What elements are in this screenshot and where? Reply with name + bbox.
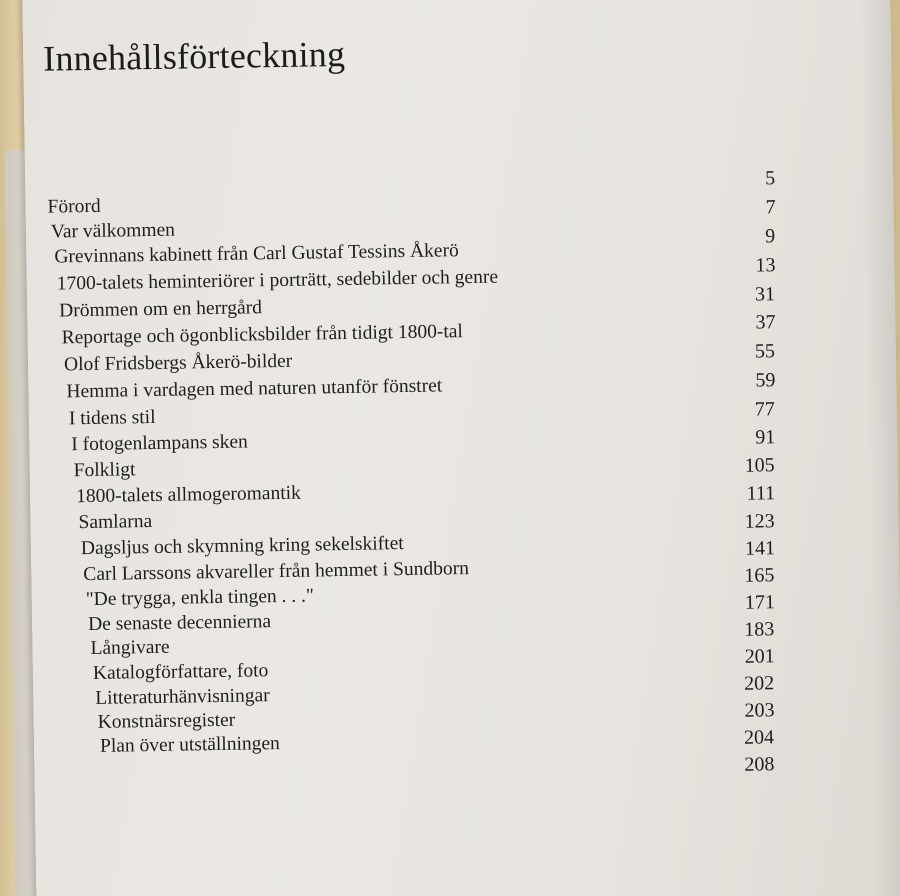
page-number: 55 bbox=[754, 340, 776, 363]
toc-entry: Konstnärsregister bbox=[97, 709, 236, 733]
page-title: Innehållsförteckning bbox=[42, 33, 346, 79]
toc-entry: Carl Larssons akvareller från hemmet i Sundborn bbox=[83, 558, 470, 586]
book-page bbox=[22, 0, 900, 896]
page-number: 183 bbox=[744, 618, 775, 641]
page-number: 31 bbox=[754, 283, 776, 306]
toc-entry: Plan över utställningen bbox=[99, 733, 281, 757]
page-number: 171 bbox=[744, 591, 776, 614]
page-number: 202 bbox=[743, 672, 775, 695]
page-number: 141 bbox=[744, 537, 776, 560]
toc-entry: Drömmen om en herrgård bbox=[59, 297, 263, 322]
toc-entry: I fotogenlampans sken bbox=[71, 431, 248, 456]
page-number: 13 bbox=[755, 254, 776, 277]
toc-entry: Litteraturhänvisningar bbox=[95, 685, 270, 709]
toc-entry: Var välkommen bbox=[50, 219, 176, 243]
toc-entry: Förord bbox=[47, 195, 101, 218]
toc-entry: Katalogförfattare, foto bbox=[92, 660, 269, 684]
toc-entry: Samlarna bbox=[78, 511, 153, 534]
toc-entry: 1700-talets heminteriörer i porträtt, sedebilder och genre bbox=[56, 266, 499, 295]
toc-entry: "De trygga, enkla tingen . . ." bbox=[85, 585, 315, 611]
page-number: 7 bbox=[765, 196, 776, 219]
page-number: 111 bbox=[746, 482, 776, 505]
toc-entry: Folkligt bbox=[73, 459, 136, 482]
toc-entry: De senaste decennierna bbox=[87, 611, 272, 636]
page-number: 91 bbox=[755, 426, 776, 449]
page-number: 201 bbox=[744, 645, 775, 668]
page-number: 5 bbox=[765, 167, 776, 190]
table-of-contents bbox=[22, 0, 900, 896]
page-number: 165 bbox=[744, 564, 775, 587]
page-number: 105 bbox=[744, 454, 775, 477]
page-number: 123 bbox=[744, 510, 775, 533]
toc-entry: I tidens stil bbox=[68, 406, 156, 430]
toc-entry: Olof Fridsbergs Åkerö-bilder bbox=[63, 350, 293, 376]
toc-entry: 1800-talets allmogeromantik bbox=[75, 482, 302, 508]
toc-entry: Reportage och ögonblicksbilder från tidigt 1800-tal bbox=[61, 321, 464, 349]
page-number: 204 bbox=[743, 726, 775, 749]
page-number: 59 bbox=[755, 369, 776, 392]
toc-entry: Långivare bbox=[90, 636, 170, 660]
toc-entry: Hemma i vardagen med naturen utanför fönstret bbox=[66, 375, 443, 403]
toc-entry: Grevinnans kabinett från Carl Gustaf Tessins Åkerö bbox=[54, 240, 459, 268]
page-number: 208 bbox=[744, 753, 775, 776]
page-number: 77 bbox=[754, 398, 776, 421]
toc-entry: Dagsljus och skymning kring sekelskiftet bbox=[80, 533, 404, 560]
page-number: 203 bbox=[744, 699, 775, 722]
page-number: 9 bbox=[764, 225, 776, 248]
page-number: 37 bbox=[755, 311, 776, 334]
